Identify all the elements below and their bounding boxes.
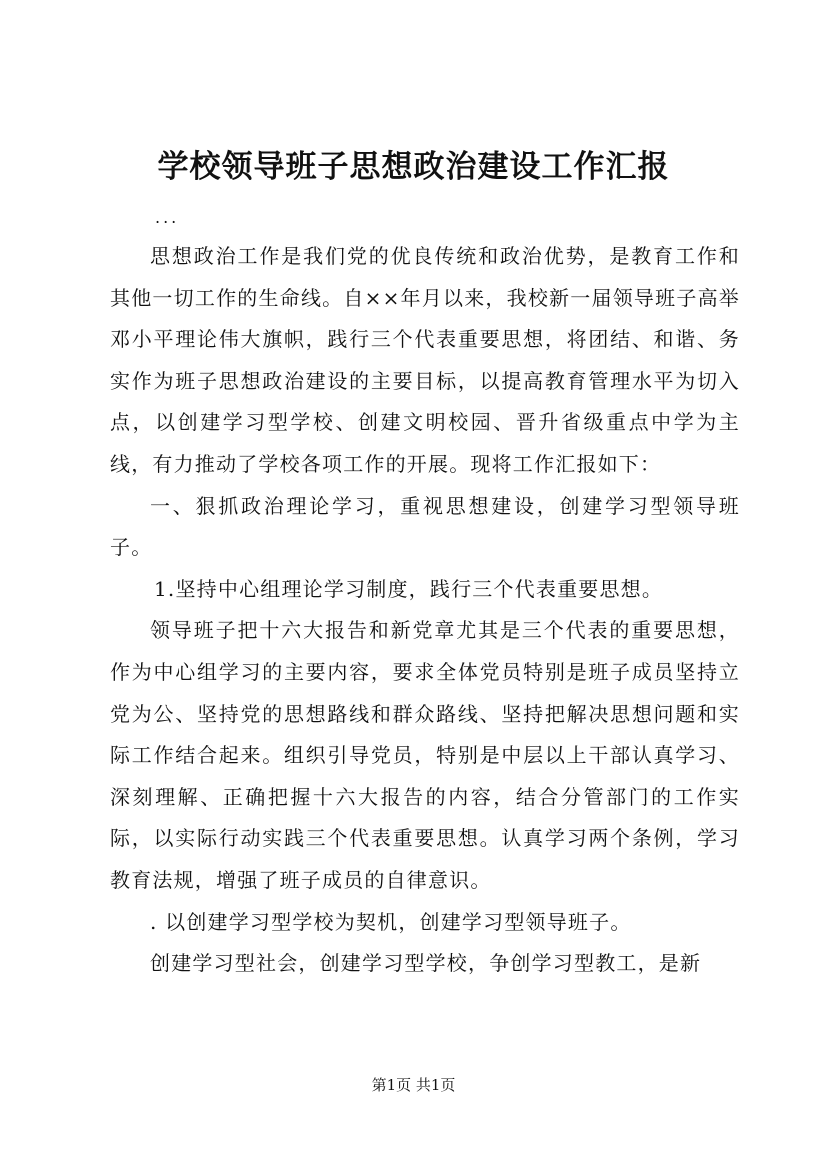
paragraph-intro: 思想政治工作是我们党的优良传统和政治优势，是教育工作和其他一切工作的生命线。自××年月以来，我校新一届领导班子高举邓小平理论伟大旗帜，践行三个代表重要思想，将团结、和谐、务实作为班子思想政治建设的主要目标，以提高教育管理水平为切入点，以创建学习型学校、创建文明校园、晋升省级重点中学为主线，有力推动了学校各项工作的开展。现将工作汇报如下： bbox=[110, 244, 740, 476]
ellipsis-marker: ... bbox=[155, 208, 180, 227]
paragraph-learning-society: 创建学习型社会，创建学习型学校，争创学习型教工，是新 bbox=[150, 951, 702, 976]
subsection-heading-2: . 以创建学习型学校为契机，创建学习型领导班子。 bbox=[150, 909, 632, 934]
paragraph-study: 领导班子把十六大报告和新党章尤其是三个代表的重要思想，作为中心组学习的主要内容，要求全体党员特别是班子成员坚持立党为公、坚持党的思想路线和群众路线、坚持把解决思想问题和实际工作结合起来。组织引导党员，特别是中层以上干部认真学习、深刻理解、正确把握十六大报告的内容，结合分管部门的工作实际，以实际行动实践三个代表重要思想。认真学习两个条例，学习教育法规，增强了班子成员的自律意识。 bbox=[110, 618, 740, 892]
subsection-heading-1: 1.坚持中心组理论学习制度，践行三个代表重要思想。 bbox=[154, 576, 664, 601]
section-heading-1: 一、狠抓政治理论学习，重视思想建设，创建学习型领导班子。 bbox=[110, 493, 740, 560]
document-body bbox=[110, 236, 740, 985]
page-footer: 第1页 共1页 bbox=[371, 1076, 456, 1094]
document-title: 学校领导班子思想政治建设工作汇报 bbox=[157, 149, 670, 185]
